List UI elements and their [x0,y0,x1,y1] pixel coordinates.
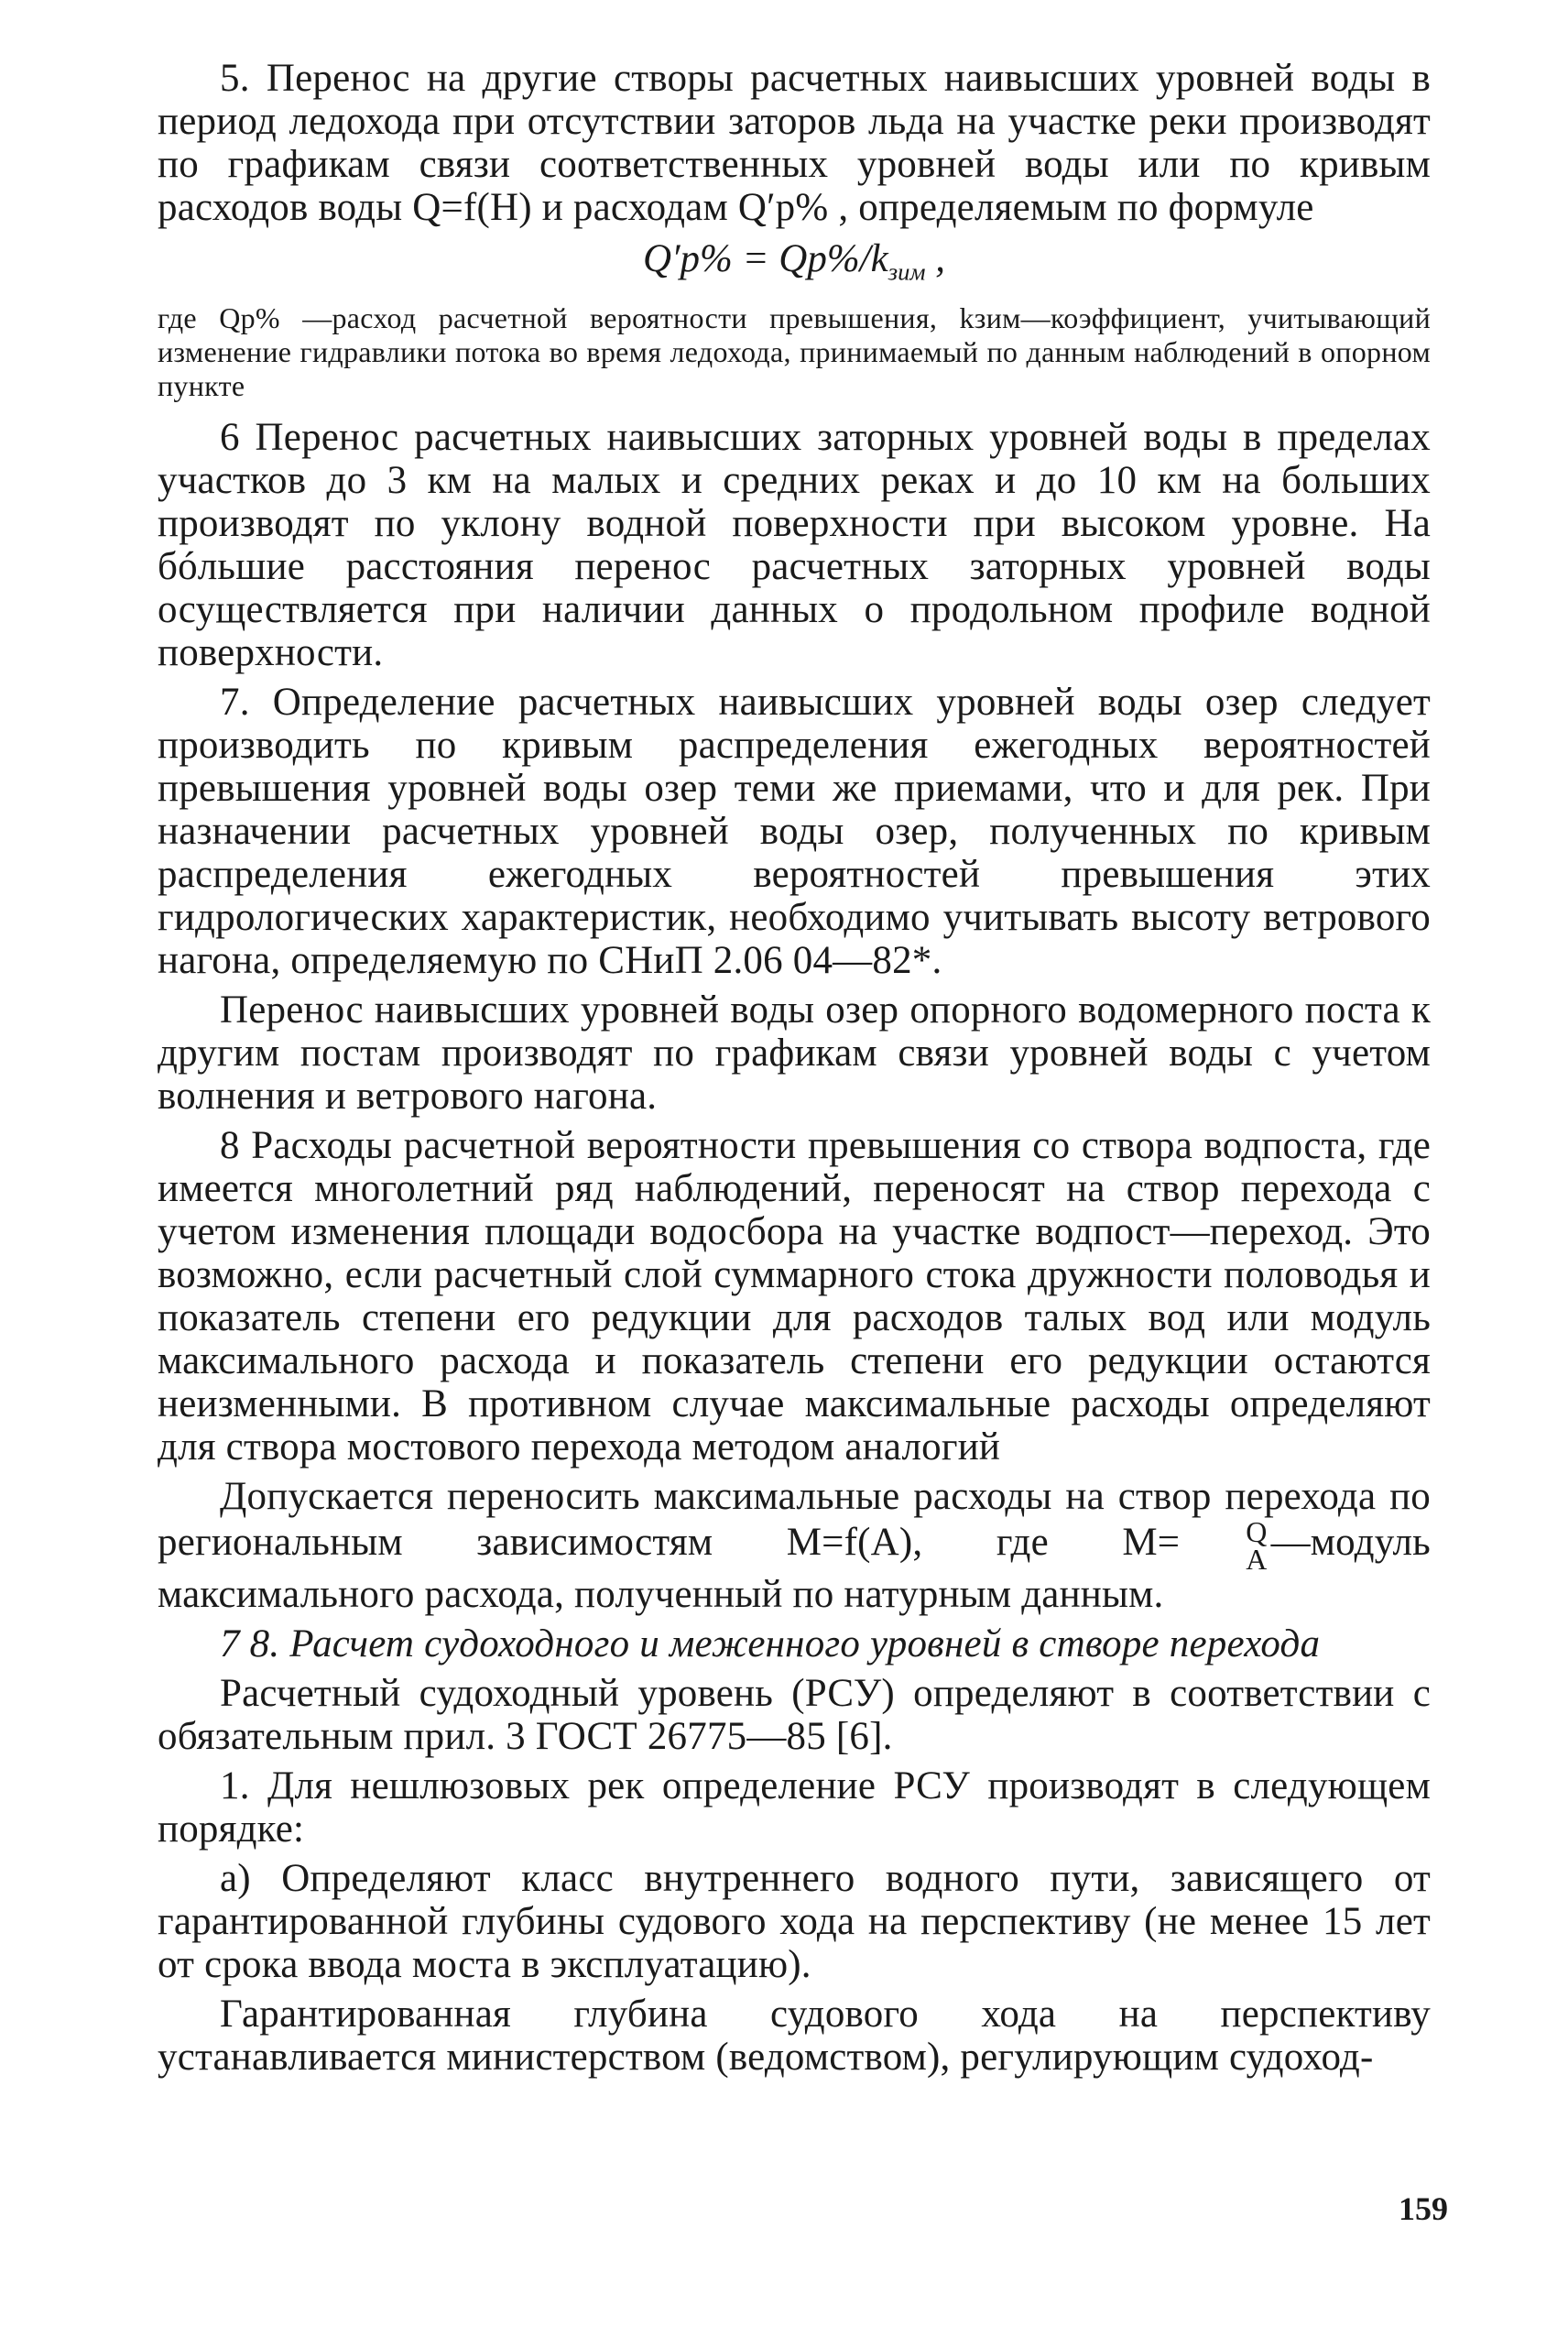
fraction-denominator: A [1246,1542,1268,1576]
formula-tail: , [925,237,945,280]
page-number: 159 [1399,2190,1448,2227]
paragraph-8b-start: Допускается переносить максимальные расходы на створ перехода по региональным зависимостям M=f(A), где M= [158,1474,1431,1564]
paragraph-7: 7. Определение расчетных наивысших уровней воды озер следует производить по кривым распределения ежегодных вероятностей превышения уровней воды озер теми же приемами, что и для рек. При назначении расчетных уровней воды озер, полученных по кривым распределения ежегодных вероятностей превышения этих гидрологических характеристик, необходимо учитывать высоту ветрового нагона, определяемую по СНиП 2.06 04—82*. [158,680,1431,982]
paragraph-8-continued [158,1475,1431,1616]
paragraph-nonlock-rivers: 1. Для нешлюзовых рек определение РСУ производят в следующем порядке: [158,1764,1431,1851]
paragraph-guaranteed-depth: Гарантированная глубина судового хода на перспективу устанавливается министерством (ведомством), регулирующим судоход- [158,1992,1431,2079]
paragraph-rsu: Расчетный судоходный уровень (РСУ) определяют в соответствии с обязательным прил. 3 ГОСТ 26775—85 [6]. [158,1671,1431,1758]
formula-discharge-transfer [158,235,1431,296]
formula-left: Q′p% = Qp%/ [643,237,871,280]
formula-k: k [870,237,888,280]
paragraph-item-a: а) Определяют класс внутреннего водного пути, зависящего от гарантированной глубины судового хода на перспективу (не менее 15 лет от срока ввода моста в эксплуатацию). [158,1856,1431,1986]
formula-k-subscript: зим [887,257,926,286]
paragraph-5: 5. Перенос на другие створы расчетных наивысших уровней воды в период ледохода при отсутствии заторов льда на участке реки производят по графикам связи соответственных уровней воды или по кривым расходов воды Q=f(H) и расходам Q′p% , определяемым по формуле [158,57,1431,229]
paragraph-7-continued: Перенос наивысших уровней воды озер опорного водомерного поста к другим постам производят по графикам связи уровней воды с учетом волнения и ветрового нагона. [158,988,1431,1118]
paragraph-8: 8 Расходы расчетной вероятности превышения со створа водпоста, где имеется многолетний ряд наблюдений, переносят на створ перехода с учетом изменения площади водосбора на участке водпост—переход. Это возможно, если расчетный слой суммарного стока дружности половодья и показатель степени его редукции для расходов талых вод или модуль максимального расхода и показатель степени его редукции остаются неизменными. В противном случае максимальные расходы определяют для створа мостового перехода методом аналогий [158,1123,1431,1469]
section-heading: 7 8. Расчет судоходного и меженного уровней в створе перехода [220,1622,1321,1665]
fraction-numerator: Q [1246,1514,1268,1548]
page-body [158,57,1431,2085]
paragraph-8b-end: —модуль максимального расхода, полученный по натурным данным. [158,1520,1431,1616]
fraction-q-over-a [1183,1514,1268,1576]
formula-explanation: где Qp% —расход расчетной вероятности превышения, kзим—коэффициент, учитывающий изменение гидравлики потока во время ледохода, принимаемый по данным наблюдений в опорном пункте [158,300,1431,402]
paragraph-6: 6 Перенос расчетных наивысших заторных уровней воды в пределах участков до 3 км на малых и средних реках и до 10 км на больших производят по уклону водной поверхности при высоком уровне. На бóльшие расстояния перенос расчетных заторных уровней воды осуществляется при наличии данных о продольном профиле водной поверхности. [158,415,1431,674]
